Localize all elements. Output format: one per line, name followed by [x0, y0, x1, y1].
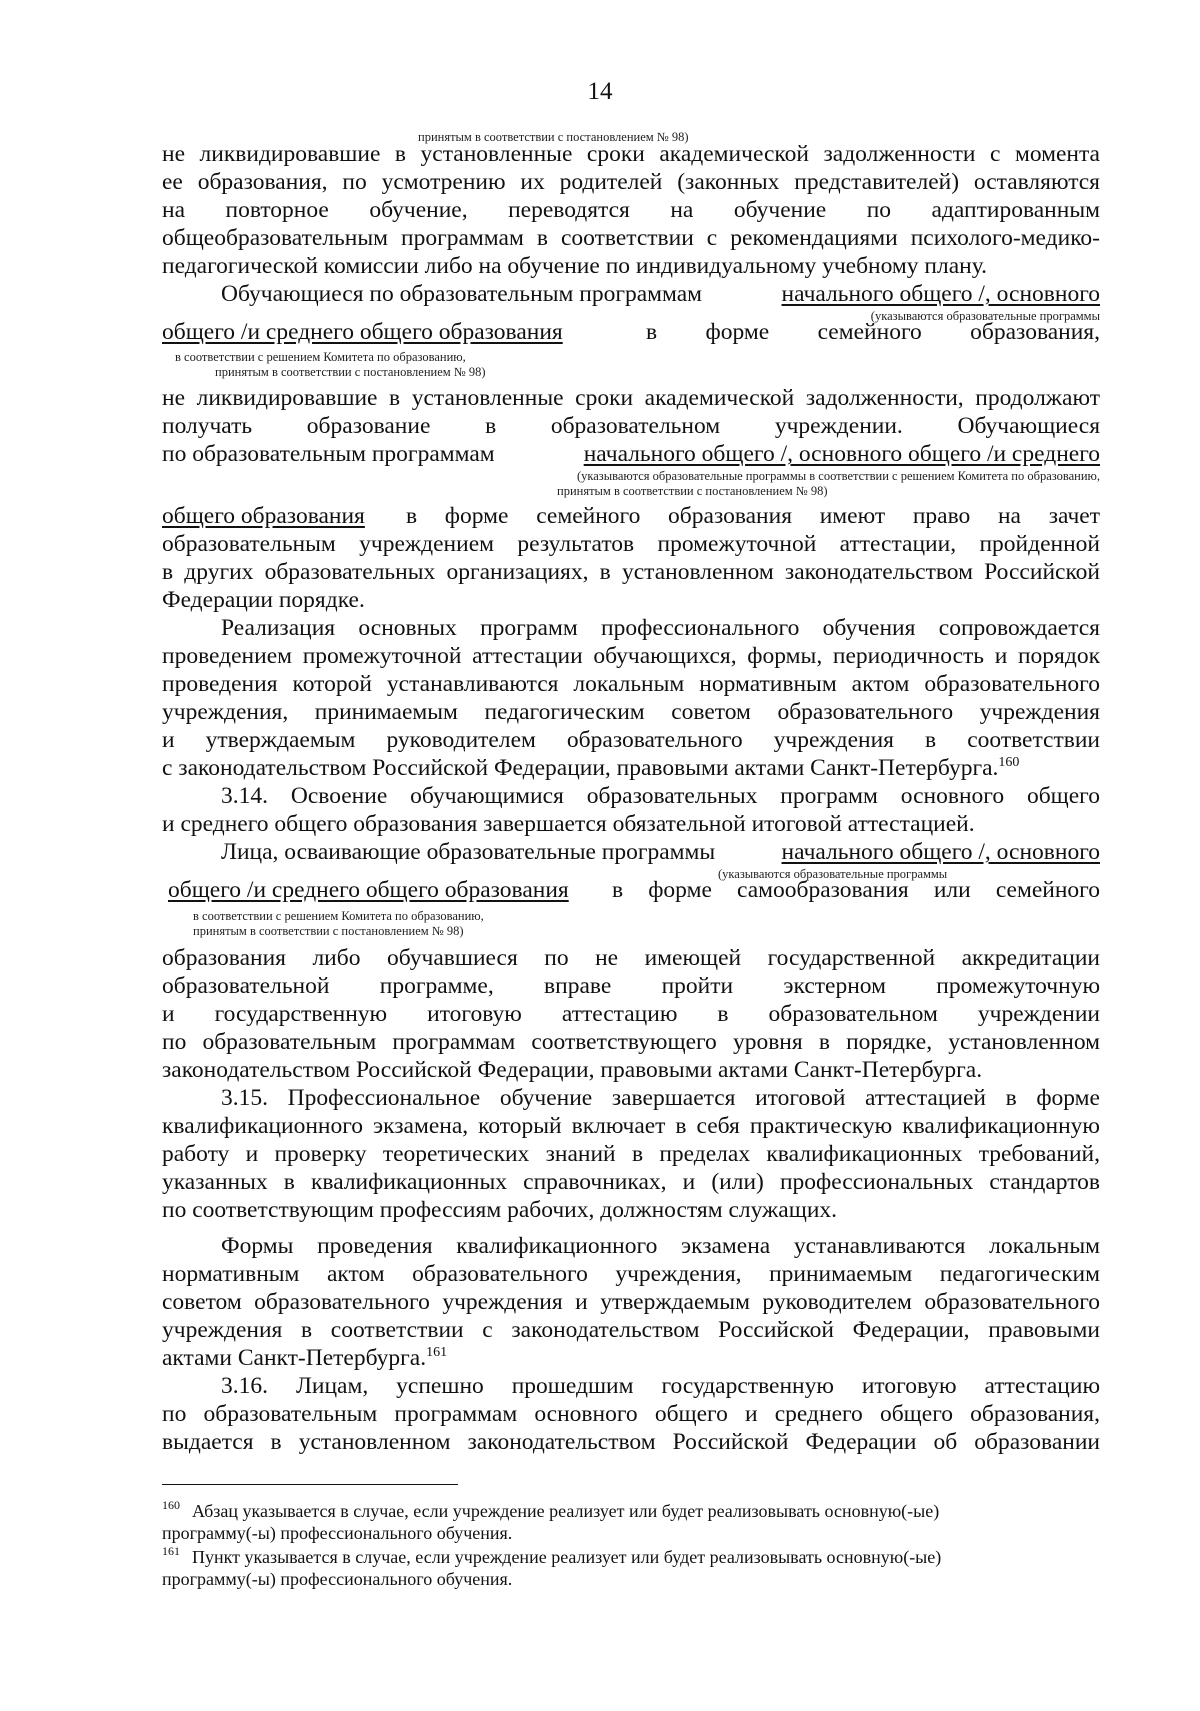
text-line: и утверждаемым руководителем образовательного учреждения в соответствии — [162, 727, 1100, 753]
text-line: не ликвидировавшие в установленные сроки академической задолженности с момента — [162, 141, 1100, 167]
text-line: на повторное обучение, переводятся на обучение по адаптированным — [162, 197, 1100, 223]
text-line: работу и проверку теоретических знаний в пределах квалификационных требований, — [162, 1141, 1100, 1167]
text-segment: с законодательством Российской Федерации, правовыми актами Санкт-Петербурга. — [162, 755, 999, 781]
annotation-note: в соответствии с решением Комитета по образованию, — [193, 909, 484, 923]
text-line: образовательной программе, вправе пройти экстерном промежуточную — [162, 973, 1100, 999]
text-line: образования либо обучавшиеся по не имеющей государственной аккредитации — [162, 945, 1100, 971]
text-line: учреждения, принимаемым педагогическим советом образовательного учреждения — [162, 699, 1100, 725]
text-line: образовательным учреждением результатов промежуточной аттестации, пройденной — [162, 531, 1100, 557]
text-line: учреждения в соответствии с законодательством Российской Федерации, правовыми — [162, 1317, 1100, 1343]
text-line: Обучающиеся по образовательным программам — [221, 281, 703, 307]
annotation-note: (указываются образовательные программы в соответствии с решением Комитета по образованию, — [576, 469, 1100, 483]
text-line: квалификационного экзамена, который включает в себя практическую квалификационную — [162, 1113, 1100, 1139]
footnote-text: программу(-ы) профессионального обучения. — [162, 1523, 513, 1543]
footnote-text: Абзац указывается в случае, если учреждение реализует или будет реализовывать основную(-ые) — [192, 1501, 940, 1521]
underlined-program-list: общего /и среднего общего образования — [162, 319, 563, 345]
text-line: в форме семейного образования, — [646, 319, 1100, 345]
text-line: в форме семейного образования имеют право на зачет — [406, 503, 1100, 529]
annotation-note: принятым в соответствии с постановлением № 98) — [557, 484, 828, 498]
text-line: по образовательным программам соответствующего уровня в порядке, установленном — [162, 1029, 1100, 1055]
text-line — [162, 754, 1100, 782]
annotation-note: в соответствии с решением Комитета по образованию, — [175, 350, 466, 364]
text-line: советом образовательного учреждения и утверждаемым руководителем образовательного — [162, 1289, 1100, 1315]
underlined-program-list: начального общего /, основного — [781, 281, 1100, 307]
text-line: получать образование в образовательном учреждении. Обучающиеся — [162, 413, 1100, 439]
text-line: выдается в установленном законодательством Российской Федерации об образовании — [162, 1429, 1100, 1455]
text-segment: актами Санкт-Петербурга. — [162, 1345, 427, 1371]
text-line: и государственную итоговую аттестацию в образовательном учреждении — [162, 1001, 1100, 1027]
underlined-program-list: начального общего /, основного — [781, 839, 1100, 865]
footnote-separator — [162, 1484, 458, 1485]
text-line: нормативным актом образовательного учреждения, принимаемым педагогическим — [162, 1261, 1100, 1287]
footnote-ref: 161 — [426, 1345, 448, 1361]
text-line: проведением промежуточной аттестации обучающихся, формы, периодичность и порядок — [162, 643, 1100, 669]
page-number: 14 — [587, 78, 613, 105]
text-line — [162, 1344, 1100, 1372]
text-line: Лица, осваивающие образовательные программы — [221, 839, 716, 865]
text-line: Федерации порядке. — [162, 587, 365, 613]
text-line: проведения которой устанавливаются локальным нормативным актом образовательного — [162, 671, 1100, 697]
footnote-number: 160 — [162, 1498, 180, 1512]
text-line: в других образовательных организациях, в установленном законодательством Российской — [162, 559, 1100, 585]
footnote-text: программу(-ы) профессионального обучения. — [162, 1569, 513, 1589]
text-line: педагогической комиссии либо на обучение по индивидуальному учебному плану. — [162, 253, 988, 279]
text-line: 3.15. Профессиональное обучение завершается итоговой аттестацией в форме — [221, 1085, 1100, 1111]
annotation-note: принятым в соответствии с постановлением № 98) — [418, 130, 689, 144]
text-line: не ликвидировавшие в установленные сроки академической задолженности, продолжают — [162, 385, 1100, 411]
text-line: в форме самообразования или семейного — [612, 877, 1100, 903]
text-line: Формы проведения квалификационного экзамена устанавливаются локальным — [221, 1233, 1100, 1259]
footnote-number: 161 — [162, 1544, 180, 1558]
underlined-program-list: общего /и среднего общего образования — [168, 877, 569, 903]
annotation-note: (указываются образовательные программы — [870, 309, 1100, 323]
text-line: законодательством Российской Федерации, правовыми актами Санкт-Петербурга. — [162, 1057, 983, 1083]
annotation-note: (указываются образовательные программы — [718, 867, 948, 881]
annotation-note: принятым в соответствии с постановлением № 98) — [193, 924, 464, 938]
annotation-note: принятым в соответствии с постановлением № 98) — [215, 365, 486, 379]
underlined-program-list: начального общего /, основного общего /и среднего — [583, 441, 1100, 467]
underlined-program-list: общего образования — [162, 503, 365, 529]
text-line: ее образования, по усмотрению их родителей (законных представителей) оставляются — [162, 169, 1100, 195]
text-line: по образовательным программам — [162, 441, 495, 467]
text-line: 3.14. Освоение обучающимися образовательных программ основного общего — [221, 783, 1100, 809]
text-line: по соответствующим профессиям рабочих, должностям служащих. — [162, 1197, 838, 1223]
text-line: 3.16. Лицам, успешно прошедшим государственную итоговую аттестацию — [221, 1373, 1100, 1399]
text-line: и среднего общего образования завершается обязательной итоговой аттестацией. — [162, 811, 975, 837]
text-line: указанных в квалификационных справочниках, и (или) профессиональных стандартов — [162, 1169, 1100, 1195]
text-line: Реализация основных программ профессионального обучения сопровождается — [221, 615, 1100, 641]
text-line: по образовательным программам основного общего и среднего общего образования, — [162, 1401, 1100, 1427]
text-line: общеобразовательным программам в соответствии с рекомендациями психолого-медико- — [162, 225, 1100, 251]
footnote-text: Пункт указывается в случае, если учреждение реализует или будет реализовывать основную(-ые) — [192, 1547, 942, 1567]
footnote-ref: 160 — [998, 755, 1020, 771]
